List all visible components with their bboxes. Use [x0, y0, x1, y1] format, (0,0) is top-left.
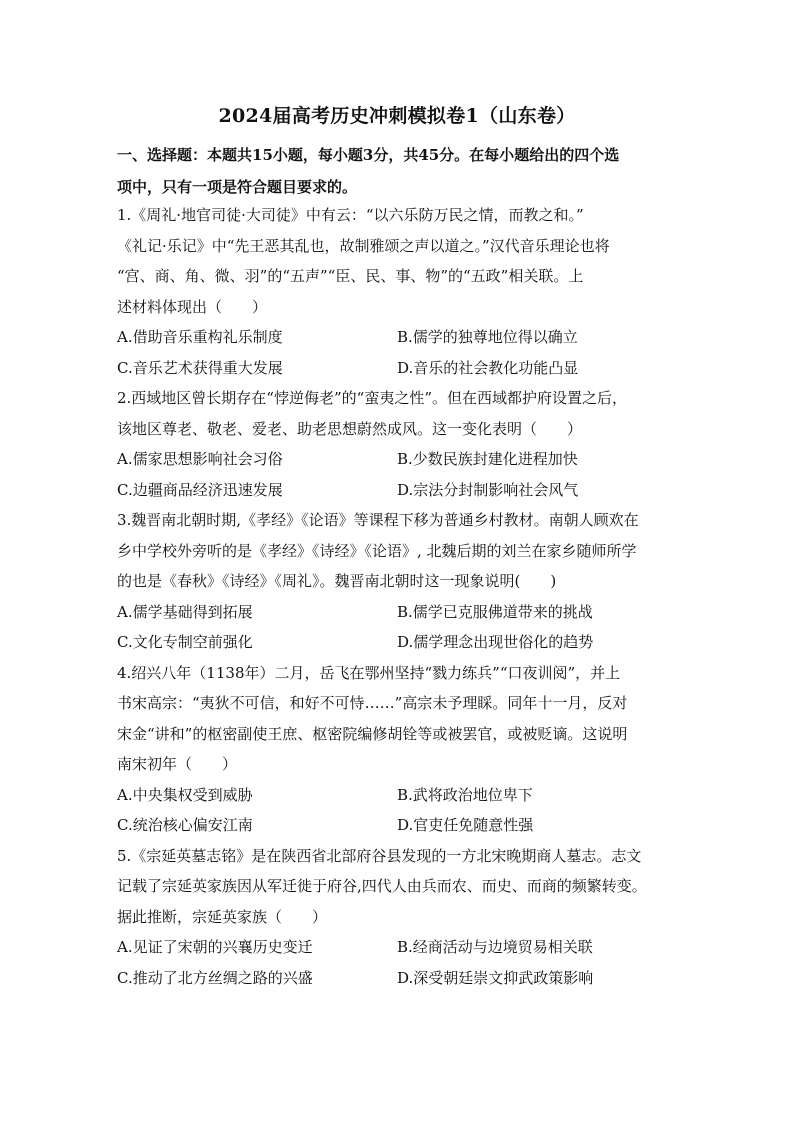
option-b: B.武将政治地位卑下 — [397, 785, 533, 804]
stem-line: “宫、商、角、微、羽”的“五声”“臣、民、事、物”的“五政”相关联。上 — [117, 267, 584, 285]
question-stem — [117, 505, 682, 597]
question-stem — [117, 658, 682, 780]
option-a: A.儒家思想影响社会习俗 — [117, 450, 283, 468]
question-3 — [117, 505, 682, 658]
stem-line: 述材料体现出（ ） — [117, 297, 268, 316]
stem-line: 1.《周礼·地官司徒·大司徒》中有云：“以六乐防万民之情，而教之和。” — [117, 206, 584, 224]
question-1 — [117, 200, 682, 383]
option-a: A.中央集权受到威胁 — [117, 785, 253, 804]
section-line: 项中，只有一项是符合题目要求的。 — [117, 178, 358, 196]
option-d: D.音乐的社会教化功能凸显 — [397, 358, 579, 377]
question-options — [117, 780, 682, 841]
section-instructions — [117, 139, 682, 203]
option-a: A.儒学基础得到拓展 — [117, 602, 253, 621]
question-2 — [117, 383, 682, 505]
section-line: 一、选择题：本题共15小题，每小题3分，共45分。在每小题给出的四个选 — [117, 146, 620, 164]
stem-line: 据此推断，宗延英家族（ ） — [117, 907, 328, 926]
stem-line: 4.绍兴八年（1138年）二月，岳飞在鄂州坚持“戮力练兵”“口夜训阅”，并上 — [117, 663, 621, 682]
stem-line: 《礼记·乐记》中“先王恶其乱也，故制雅颂之声以道之。”汉代音乐理论也将 — [117, 236, 610, 255]
question-4 — [117, 658, 682, 841]
question-options — [117, 932, 682, 993]
option-b: B.儒学的独尊地位得以确立 — [397, 328, 578, 346]
option-c: C.边疆商品经济迅速发展 — [117, 480, 283, 499]
stem-line: 该地区尊老、敬老、爱老、助老思想蔚然成风。这一变化表明（ ） — [117, 419, 583, 438]
page-title: 2024届高考历史冲刺模拟卷1（山东卷） — [218, 105, 576, 127]
question-stem — [117, 200, 682, 322]
question-5 — [117, 841, 682, 994]
stem-line: 书宋高宗：“夷狄不可信，和好不可恃……”高宗未予理睬。同年十一月，反对 — [117, 694, 628, 712]
option-a: A.借助音乐重构礼乐制度 — [117, 328, 283, 346]
stem-line: 3.魏晋南北朝时期,《孝经》《论语》等课程下移为普通乡村教材。南朝人顾欢在 — [117, 511, 639, 529]
stem-line: 宋金“讲和”的枢密副使王庶、枢密院编修胡铨等或被罢官，或被贬谪。这说明 — [117, 724, 628, 743]
question-options — [117, 444, 682, 505]
option-c: C.文化专制空前强化 — [117, 633, 253, 651]
option-b: B.经商活动与边境贸易相关联 — [397, 938, 593, 956]
question-stem — [117, 383, 682, 444]
stem-line: 记载了宗延英家族因从军迁徙于府谷,四代人由兵而农、而史、而商的频繁转变。 — [117, 877, 647, 895]
stem-line: 的也是《春秋》《诗经》《周礼》。魏晋南北朝时这一现象说明( ) — [117, 572, 557, 590]
option-a: A.见证了宋朝的兴襄历史变迁 — [117, 938, 313, 956]
question-options — [117, 322, 682, 383]
option-d: D.儒学理念出现世俗化的趋势 — [397, 633, 594, 651]
option-c: C.推动了北方丝绸之路的兴盛 — [117, 968, 313, 987]
question-list — [117, 200, 682, 993]
option-b: B.少数民族封建化进程加快 — [397, 450, 578, 468]
stem-line: 乡中学校外旁听的是《孝经》《诗经》《论语》, 北魏后期的刘兰在家乡随师所学 — [117, 541, 637, 560]
option-c: C.统治核心偏安江南 — [117, 816, 253, 834]
option-d: D.宗法分封制影响社会风气 — [397, 480, 579, 499]
stem-line: 南宋初年（ ） — [117, 755, 238, 773]
question-options — [117, 597, 682, 658]
option-c: C.音乐艺术获得重大发展 — [117, 358, 283, 377]
stem-line: 5.《宗延英墓志铭》是在陕西省北部府谷县发现的一方北宋晚期商人墓志。志文 — [117, 846, 642, 865]
stem-line: 2.西域地区曾长期存在“悖逆侮老”的“蛮夷之性”。但在西域都护府设置之后， — [117, 389, 627, 407]
option-d: D.官吏任免随意性强 — [397, 816, 534, 834]
option-d: D.深受朝廷崇文抑武政策影响 — [397, 968, 594, 987]
option-b: B.儒学已克服佛道带来的挑战 — [397, 602, 593, 621]
question-stem — [117, 841, 682, 933]
